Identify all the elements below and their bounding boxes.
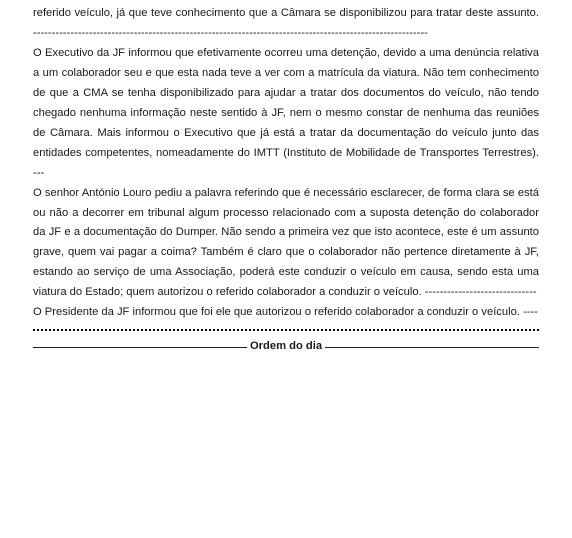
agenda-heading-row [33, 337, 539, 357]
dash-filler: ---- [523, 306, 538, 319]
paragraph-text: O Presidente da JF informou que foi ele que autorizou o referido colaborador a conduzir o veículo. [33, 306, 524, 319]
dash-filler: ------------------------------ [424, 286, 537, 299]
paragraph-1 [33, 4, 539, 44]
paragraph-4 [33, 303, 539, 323]
agenda-heading: Ordem do dia [249, 340, 323, 353]
paragraph-text: referido veículo, já que teve conhecimento que a Câmara se disponibilizou para tratar deste assunto. [33, 7, 539, 19]
paragraph-text: O Executivo da JF informou que efetivamente ocorreu uma detenção, devido a uma denúncia relativa a um colaborador seu e que esta nada teve a ver com a matrícula da viatura. Não tem conhecimento de que a CMA se tenha disponibilizado para ajudar a tratar dos documentos do veículo, não tendo chegado nenhuma informação neste sentido à JF, nem o mesmo constar de nenhuma das reuniões de Câmara. Mais informou o Executivo que já está a tratar da documentação do veículo junto das entidades competentes, nomeadamente do IMTT (Instituto de Mobilidade de Transportes Terrestres). --- [33, 46, 539, 179]
paragraph-text: O senhor António Louro pediu a palavra referindo que é necessário esclarecer, de forma clara se está ou não a decorrer em tribunal algum processo relacionado com a suposta detenção do colaborador da JF e a documentação do Dumper. Não sendo a primeira vez que isto acontece, este é um assunto grave, quem vai pagar a coima? Também é claro que o colaborador não pertence diretamente à JF, estando ao serviço de uma Associação, poderá este conduzir o veículo em causa, sendo esta uma viatura do Estado; quem autorizou o referido colaborador a conduzir o veículo. [33, 186, 539, 299]
document-page [33, 4, 539, 357]
heading-rule-left [33, 347, 247, 348]
dash-filler: ---------------------------------------------------------------------------------------------------------- [33, 26, 428, 39]
paragraph-2 [33, 44, 539, 184]
dotted-separator [33, 329, 539, 331]
heading-rule-right [325, 347, 539, 348]
paragraph-3 [33, 184, 539, 304]
